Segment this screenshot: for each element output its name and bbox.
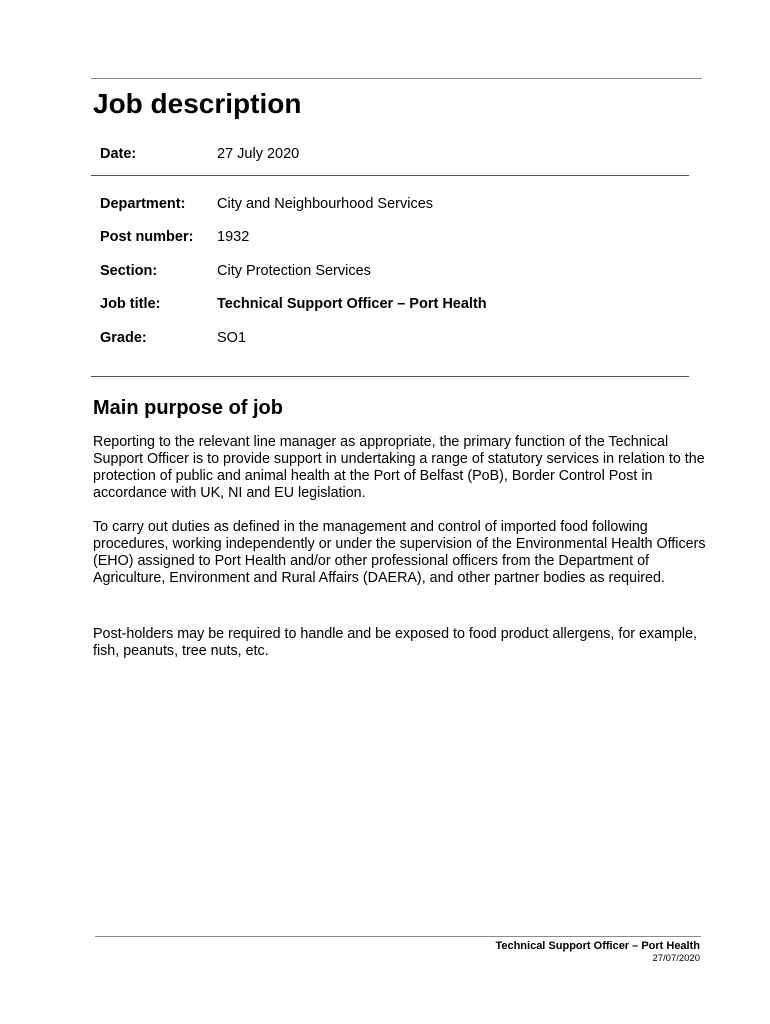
details-separator-top bbox=[91, 175, 689, 176]
section-value: City Protection Services bbox=[217, 263, 371, 279]
main-purpose-heading: Main purpose of job bbox=[93, 397, 283, 419]
post-number-label: Post number: bbox=[100, 229, 194, 245]
footer-job-title: Technical Support Officer – Port Health bbox=[495, 940, 700, 952]
details-separator-bottom bbox=[91, 376, 689, 377]
department-label: Department: bbox=[100, 196, 186, 212]
grade-label: Grade: bbox=[100, 330, 147, 346]
main-purpose-paragraph: Reporting to the relevant line manager as appropriate, the primary function of the Technical Support Officer is to provide support in undertaking a range of statutory services in relation to the protection of public and animal health at the Port of Belfast (PoB), Border Control Post in accordance with UK, NI and EU legislation. bbox=[93, 434, 705, 501]
main-purpose-paragraph: To carry out duties as defined in the management and control of imported food following procedures, working independently or under the supervision of the Environmental Health Officers (EHO) assigned to Port Health and/or other professional officers from the Department of Agriculture, Environment and Rural Affairs (DAERA), and other partner bodies as required. bbox=[93, 519, 706, 586]
date-value: 27 July 2020 bbox=[217, 146, 300, 162]
job-title-value: Technical Support Officer – Port Health bbox=[217, 296, 487, 312]
footer-rule bbox=[95, 936, 701, 937]
post-number-value: 1932 bbox=[217, 229, 250, 245]
job-title-label: Job title: bbox=[100, 296, 161, 312]
section-label: Section: bbox=[100, 263, 158, 279]
department-value: City and Neighbourhood Services bbox=[217, 196, 434, 212]
main-purpose-paragraph: Post-holders may be required to handle and be exposed to food product allergens, for example, fish, peanuts, tree nuts, etc. bbox=[93, 626, 698, 659]
footer-date: 27/07/2020 bbox=[652, 953, 700, 964]
document-title: Job description bbox=[93, 88, 302, 119]
grade-value: SO1 bbox=[217, 330, 247, 346]
header-rule bbox=[91, 78, 702, 79]
date-label: Date: bbox=[100, 146, 137, 162]
